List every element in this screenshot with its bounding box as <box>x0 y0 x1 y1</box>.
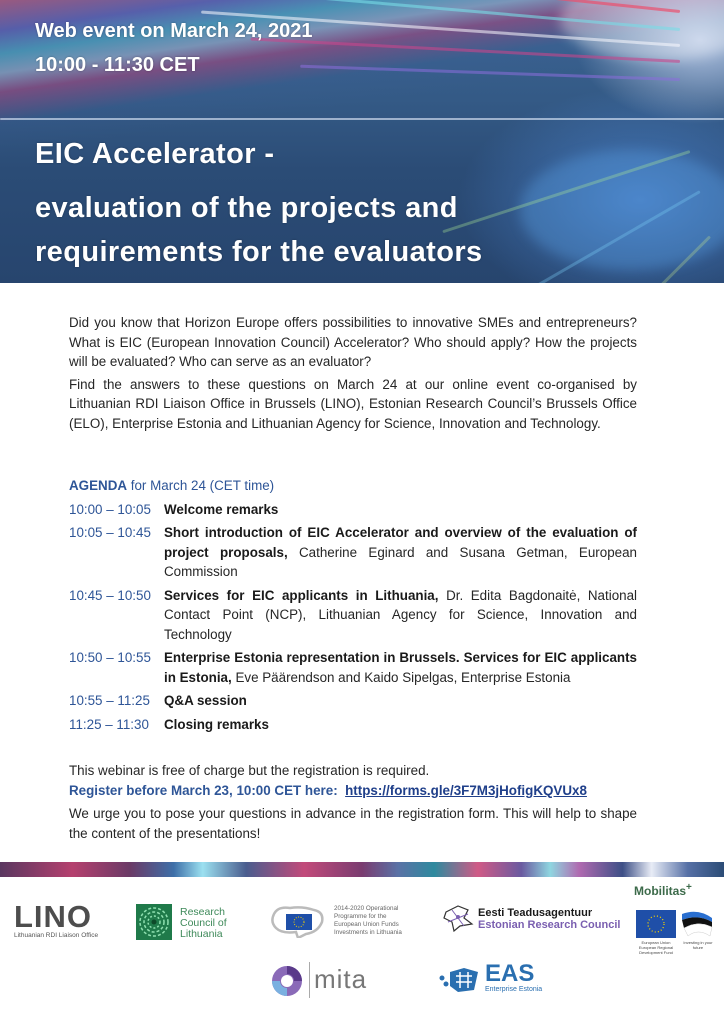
agenda-desc <box>164 523 637 582</box>
intro-section <box>69 313 637 433</box>
agenda-item <box>69 648 637 687</box>
title-line-2: evaluation of the projects and <box>35 192 458 224</box>
agenda-speakers: Catherine Eginard and Susana Getman, European Commission <box>164 544 637 579</box>
agenda-desc <box>164 648 637 687</box>
mobilitas-logo <box>634 882 692 898</box>
hero-banner <box>0 0 724 283</box>
agenda-subtitle: for March 24 (CET time) <box>130 478 275 493</box>
rcl-line: Lithuania <box>180 928 223 940</box>
rcl-text <box>180 907 227 940</box>
intro-paragraph-2: Find the answers to these questions on March 24 at our online event co-organised by Lithuanian RDI Liaison Office in Brussels (LINO), Estonian Research Council’s Brussels Office (ELO), Enterprise Estonia and Lithuanian Agency for Science, Innovation and Technology. <box>69 376 637 431</box>
agenda-item <box>69 715 637 735</box>
etag-line-et: Eesti Teadusagentuur <box>478 907 593 919</box>
mita-divider <box>309 962 310 998</box>
agenda-item <box>69 500 637 520</box>
agenda-desc <box>164 500 637 520</box>
rcl-line: Research <box>180 906 225 918</box>
agenda-time: 10:45 – 10:50 <box>69 587 151 603</box>
lino-subtitle: Lithuanian RDI Liaison Office <box>14 932 99 939</box>
agenda-speakers: Dr. Edita Bagdonaitė, National Contact Point (NCP), Lithuanian Agency for Science, Innovation and Technology <box>164 587 638 642</box>
lino-wordmark: LINO <box>14 899 93 934</box>
title-line-1: EIC Accelerator - <box>35 138 275 170</box>
registration-link[interactable]: https://forms.gle/3F7M3jHofigKQVUx8 <box>345 782 587 798</box>
register-label: Register before March 23, 10:00 CET here: <box>69 782 338 798</box>
op-line: Investments in Lithuania <box>334 929 402 936</box>
eas-emblem-icon <box>438 966 482 994</box>
rcl-line: Council of <box>180 917 227 929</box>
intro-paragraph-1: Did you know that Horizon Europe offers possibilities to innovative SMEs and entrepreneurs? What is EIC (European Innovation Council) Accelerator? Who should apply? How the projects will be evaluated? Who can serve as an evaluator? <box>69 315 637 369</box>
op-text <box>334 905 402 937</box>
rcl-emblem-icon <box>136 904 172 940</box>
agenda-item <box>69 691 637 711</box>
lino-logo <box>14 899 99 939</box>
agenda-time: 10:50 – 10:55 <box>69 650 151 665</box>
agenda-item <box>69 586 637 645</box>
free-note: This webinar is free of charge but the registration is required. <box>69 763 430 778</box>
eu-caption: European Union European Regional Development Fund <box>638 940 674 955</box>
agenda-time: 11:25 – 11:30 <box>69 716 149 732</box>
agenda-title: Closing remarks <box>164 716 269 732</box>
partner-logos <box>0 880 724 1024</box>
op-map-icon <box>268 904 328 938</box>
agenda-label: AGENDA <box>69 478 128 493</box>
agenda-title: Enterprise Estonia representation in Brussels. Services for EIC applicants in Estonia, <box>164 650 637 685</box>
eu-flag-icon <box>636 910 676 938</box>
agenda-title: Welcome remarks <box>164 501 279 517</box>
agenda-heading <box>69 476 637 496</box>
light-streak <box>0 118 724 120</box>
agenda-title: Services for EIC applicants in Lithuania, <box>164 587 439 603</box>
registration-section <box>69 761 637 843</box>
mita-emblem-icon <box>270 964 304 998</box>
agenda-time: 10:55 – 11:25 <box>69 693 150 708</box>
eas-wordmark: EAS <box>485 960 535 987</box>
agenda-desc <box>164 715 637 735</box>
register-line <box>69 781 637 801</box>
etag-line-en: Estonian Research Council <box>478 919 621 931</box>
mobilitas-wordmark <box>634 882 692 898</box>
etag-star-icon <box>442 904 474 932</box>
agenda-section <box>69 476 637 734</box>
etag-text <box>478 907 620 931</box>
agenda-desc <box>164 691 637 711</box>
agenda-desc <box>164 586 637 645</box>
op-line: Programme for the <box>334 913 387 920</box>
agenda-item <box>69 523 637 582</box>
agenda-speakers: Eve Päärendson and Kaido Sipelgas, Enterprise Estonia <box>235 669 571 685</box>
op-line: 2014-2020 Operational <box>334 905 399 912</box>
estonian-flag-icon <box>680 910 714 938</box>
title-line-3: requirements for the evaluators <box>35 236 483 268</box>
event-date: Web event on March 24, 2021 <box>35 20 313 42</box>
agenda-time: 10:05 – 10:45 <box>69 525 151 540</box>
agenda-title: Short introduction of EIC Accelerator and overview of the evaluation of project proposals, <box>164 525 637 560</box>
eas-logo <box>485 962 542 993</box>
eas-subtitle: Enterprise Estonia <box>485 986 543 993</box>
ee-caption: Investing in your future <box>683 940 713 950</box>
mobilitas-word: Mobilitas <box>634 884 687 898</box>
light-streak <box>300 65 680 81</box>
op-line: European Union Funds <box>334 921 399 928</box>
decorative-stripe <box>0 862 724 877</box>
mita-wordmark: mita <box>314 964 368 994</box>
event-time: 10:00 - 11:30 CET <box>35 54 200 76</box>
urge-note: We urge you to pose your questions in advance in the registration form. This will help to shape the content of the presentations! <box>69 806 637 841</box>
agenda-title: Q&A session <box>164 693 247 708</box>
mobilitas-plus: + <box>686 882 692 893</box>
agenda-time: 10:00 – 10:05 <box>69 501 151 517</box>
